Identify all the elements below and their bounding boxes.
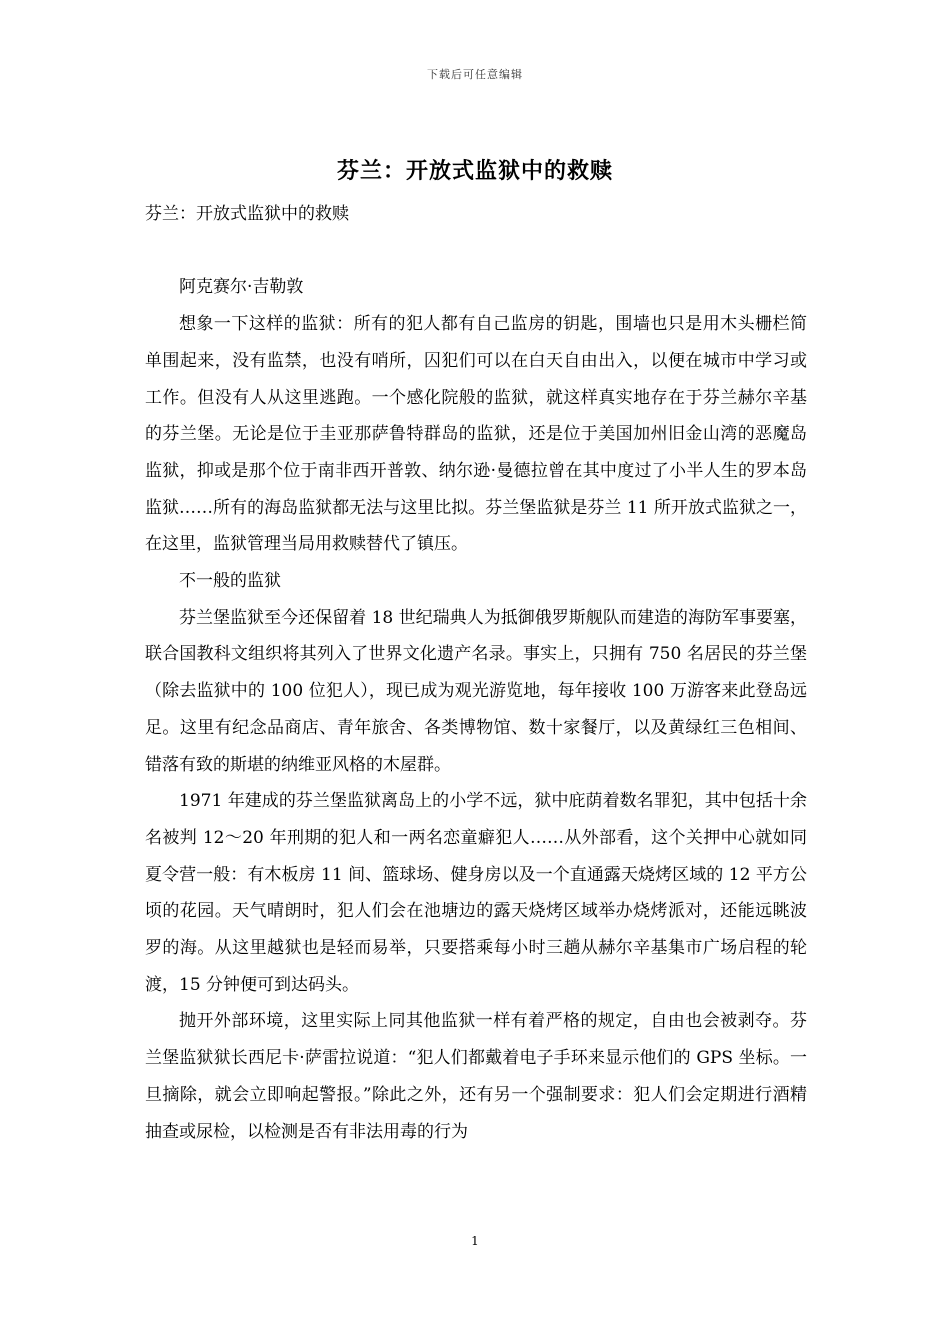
- header-note: 下载后可任意编辑: [427, 68, 523, 81]
- blank-line: [145, 233, 807, 270]
- paragraph: 抛开外部环境，这里实际上同其他监狱一样有着严格的规定，自由也会被剥夺。芬兰堡监狱狱长西尼卡·萨雷拉说道：“犯人们都戴着电子手环来显示他们的 GPS 坐标。一旦摘除，就会立即响起警报。”除此之外，还有另一个强制要求：犯人们会定期进行酒精抽查或尿检，以检测是否有非法用毒的行为: [145, 1011, 807, 1142]
- paragraph: 1971 年建成的芬兰堡监狱离岛上的小学不远，狱中庇荫着数名罪犯，其中包括十余名被判 12～20 年刑期的犯人和一两名恋童癖犯人……从外部看，这个关押中心就如同夏令营一般：有木板房 11 间、篮球场、健身房以及一个直通露天烧烤区域的 12 平方公顷的花园。天气晴朗时，犯人们会在池塘边的露天烧烤区域举办烧烤派对，还能远眺波罗的海。从这里越狱也是轻而易举，只要搭乘每小时三趟从赫尔辛基集市广场启程的轮渡，15 分钟便可到达码头。: [145, 791, 807, 995]
- author-line: 阿克赛尔·吉勒敦: [179, 277, 304, 298]
- paragraph: 芬兰堡监狱至今还保留着 18 世纪瑞典人为抵御俄罗斯舰队而建造的海防军事要塞，联合国教科文组织将其列入了世界文化遗产名录。事实上，只拥有 750 名居民的芬兰堡（除去监狱中的 100 位犯人），现已成为观光游览地，每年接收 100 万游客来此登岛远足。这里有纪念品商店、青年旅舍、各类博物馆、数十家餐厅，以及黄绿红三色相间、错落有致的斯堪的纳维亚风格的木屋群。: [145, 607, 807, 775]
- page-number: 1: [471, 1234, 479, 1248]
- paragraph: 想象一下这样的监狱：所有的犯人都有自己监房的钥匙，围墙也只是用木头栅栏简单围起来，没有监禁，也没有哨所，囚犯们可以在白天自由出入，以便在城市中学习或工作。但没有人从这里逃跑。一个感化院般的监狱，就这样真实地存在于芬兰赫尔辛基的芬兰堡。无论是位于圭亚那萨鲁特群岛的监狱，还是位于美国加州旧金山湾的恶魔岛监狱，抑或是那个位于南非西开普敦、纳尔逊·曼德拉曾在其中度过了小半人生的罗本岛监狱……所有的海岛监狱都无法与这里比拟。芬兰堡监狱是芬兰 11 所开放式监狱之一，在这里，监狱管理当局用救赎替代了镇压。: [145, 314, 807, 555]
- section-heading: 不一般的监狱: [179, 571, 281, 592]
- document-subtitle: 芬兰：开放式监狱中的救赎: [145, 204, 349, 224]
- document-title: 芬兰：开放式监狱中的救赎: [336, 158, 613, 184]
- document-body: [145, 196, 807, 1150]
